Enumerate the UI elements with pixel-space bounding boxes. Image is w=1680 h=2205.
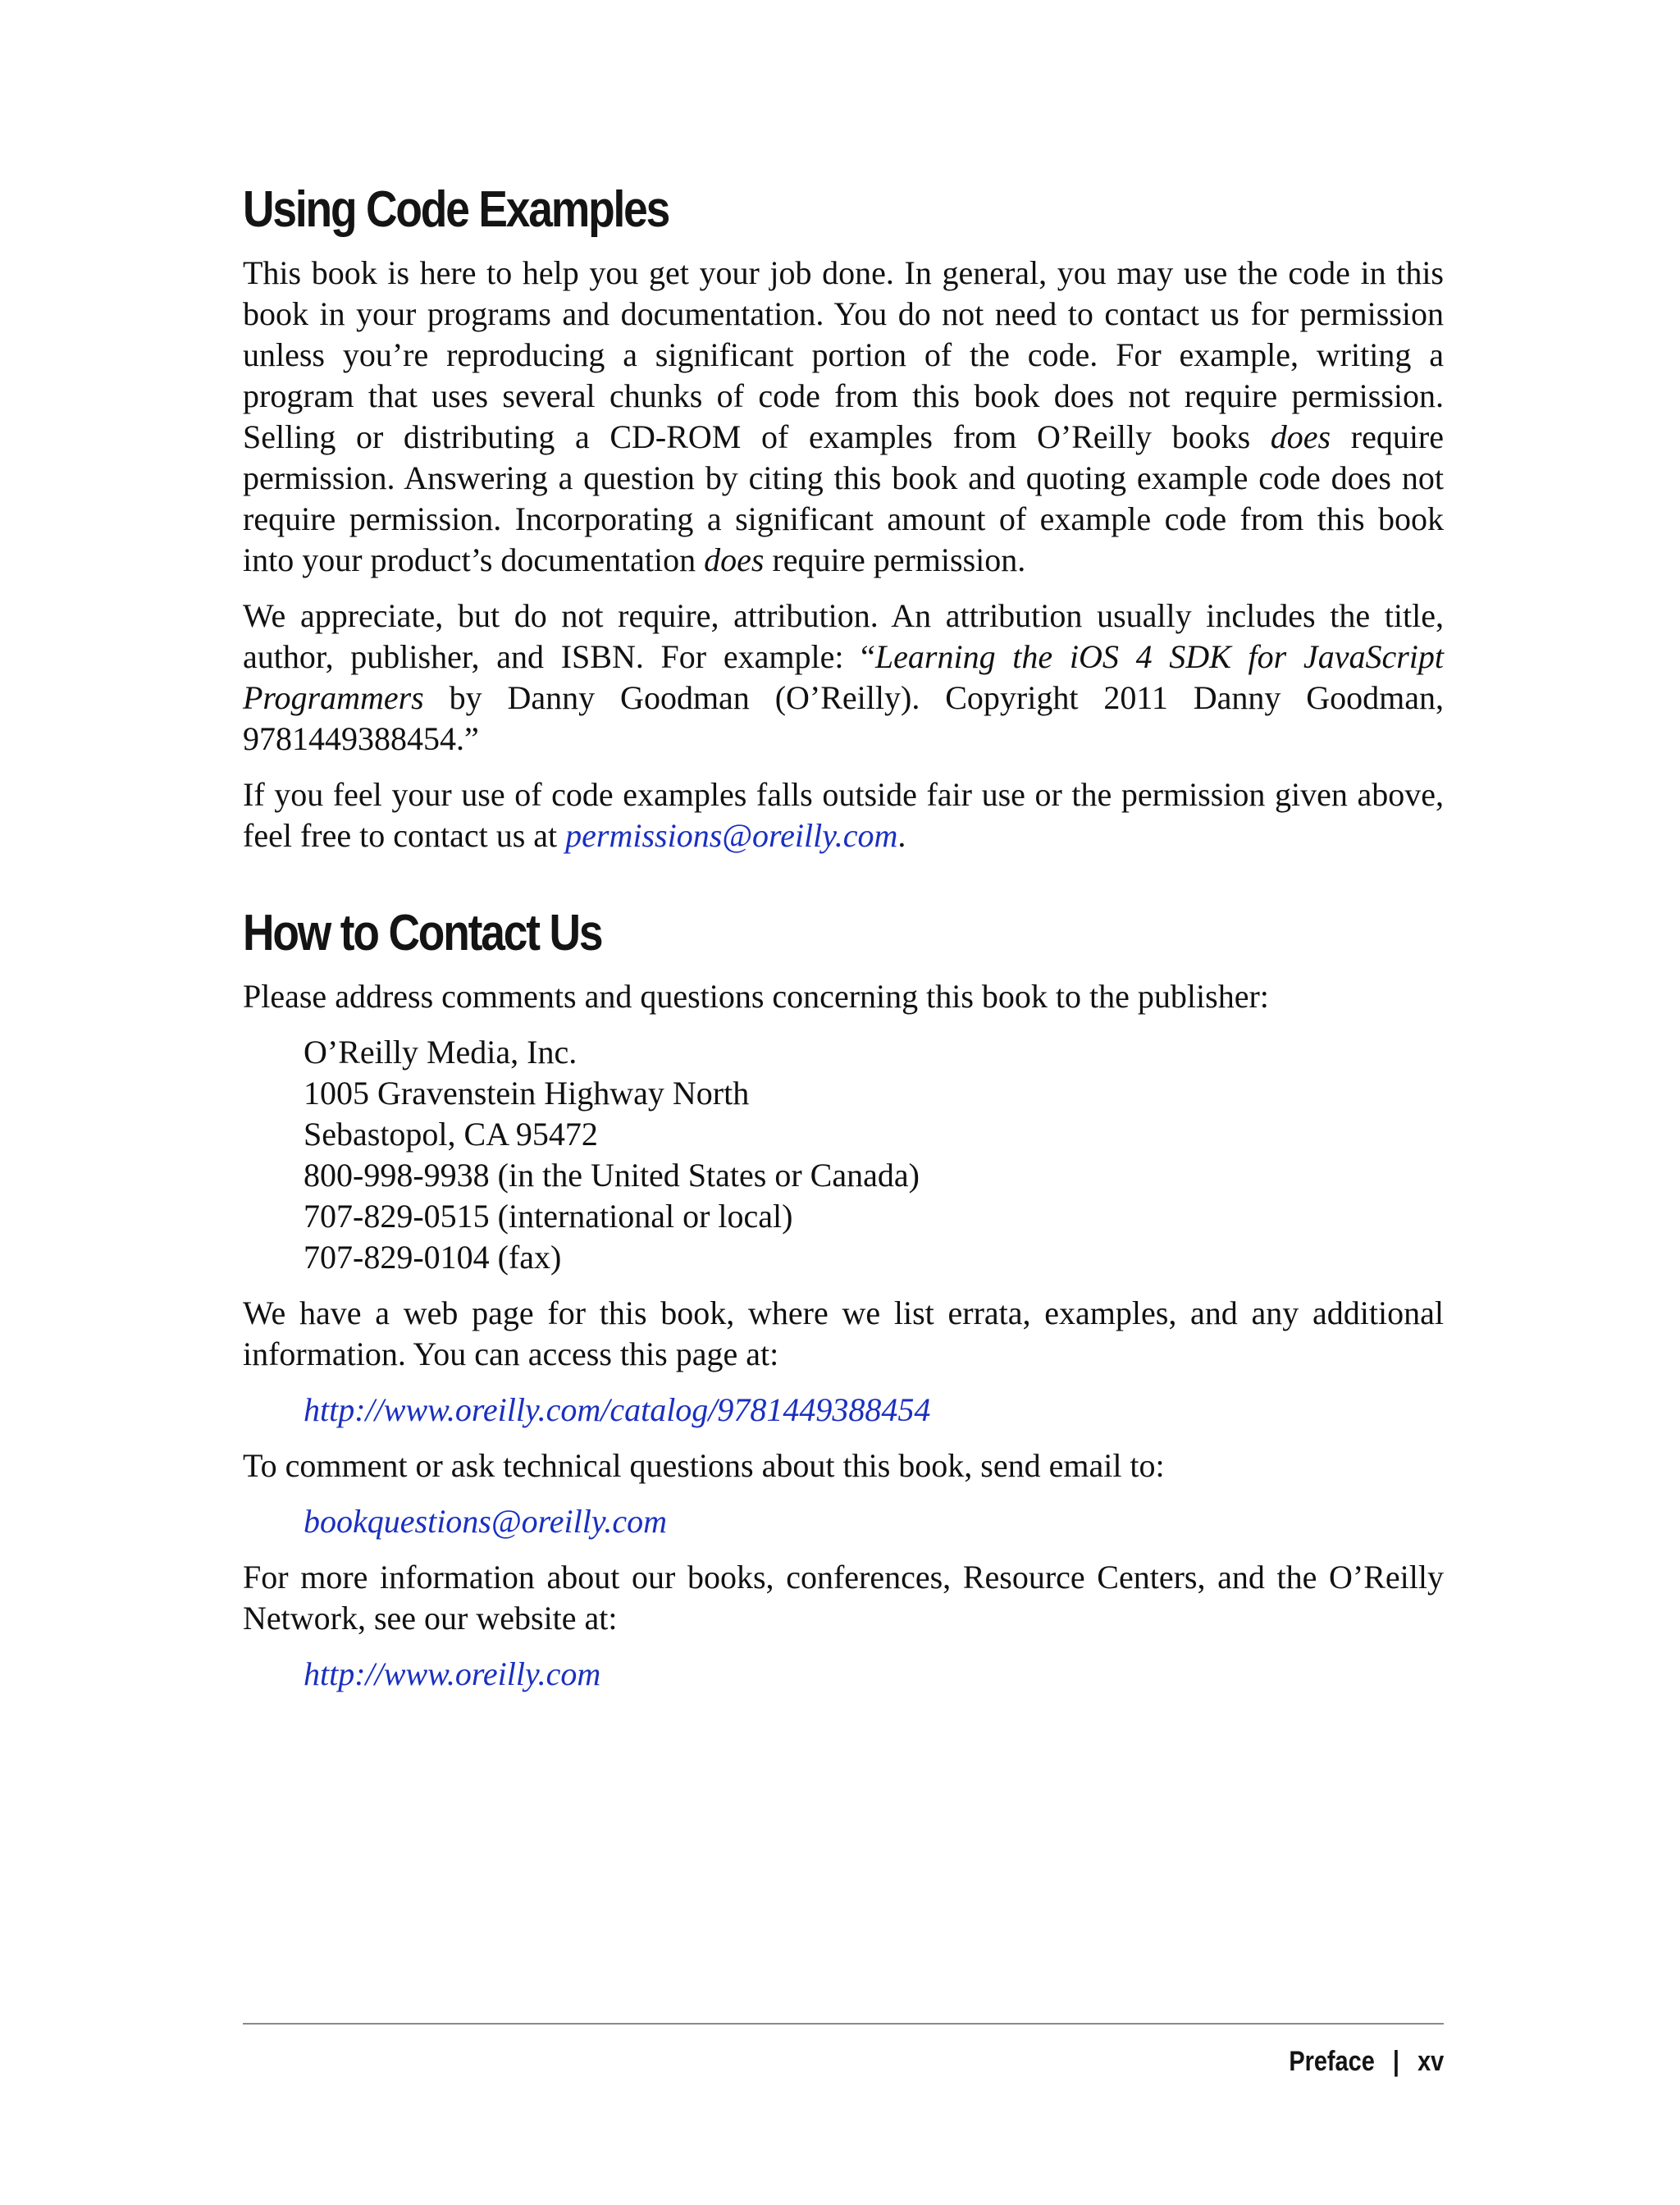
bookquestions-email-link[interactable]: bookquestions@oreilly.com [304,1503,668,1541]
paragraph-attribution [243,596,1444,760]
address-line-company: O’Reilly Media, Inc. [304,1034,578,1071]
catalog-link-block [304,1390,1444,1431]
emphasis-does: does [1270,418,1331,456]
footer-section-name: Preface [1289,2046,1375,2077]
emphasis-does: does [704,541,765,579]
paragraph-text: If you feel your use of code examples falls outside fair use or the permission given above, feel free to contact us at [243,776,1444,855]
page-footer [243,2023,1444,2077]
paragraph-text: This book is here to help you get your job done. In general, you may use the code in this book in your programs and documentation. You do not need to contact us for permission unless you’re reproducing a significant portion of the code. For example, writing a program that uses several chunks of code from this book does not require permission. Selling or distributing a CD-ROM of examples from O’Reilly books [243,254,1444,456]
address-line-fax: 707-829-0104 (fax) [304,1239,562,1276]
paragraph-address-intro: Please address comments and questions concerning this book to the publisher: [243,978,1269,1016]
paragraph-text: require permission. Answering a question by citing this book and quoting example code does not require permission. Incorporating a significant amount of example code from this book into your product’s documentation [243,418,1445,579]
book-title-italic: Learning the iOS 4 SDK for JavaScript Programmers [243,638,1444,717]
publisher-address-block [304,1032,1444,1278]
permissions-email-link[interactable]: permissions@oreilly.com [565,817,898,855]
address-line-street: 1005 Gravenstein Highway North [304,1075,750,1112]
page-content [243,182,1444,1710]
paragraph-email-intro: To comment or ask technical questions about this book, send email to: [243,1447,1165,1485]
address-line-city: Sebastopol, CA 95472 [304,1116,598,1153]
footer-page-number: xv [1417,2046,1444,2077]
paragraph-text: require permission. [764,541,1026,579]
address-line-phone-us: 800-998-9938 (in the United States or Canada) [304,1157,920,1194]
paragraph-web-page: We have a web page for this book, where we list errata, examples, and any additional information. You can access this page at: [243,1294,1444,1373]
paragraph-text: We appreciate, but do not require, attribution. An attribution usually includes the title, author, publisher, and ISBN. For example: “ [243,597,1444,676]
address-line-phone-intl: 707-829-0515 (international or local) [304,1198,793,1235]
section-heading-using-code-examples: Using Code Examples [243,181,669,238]
paragraph-text: by Danny Goodman (O’Reilly). Copyright 2011 Danny Goodman, 9781449388454.” [243,679,1444,758]
page-folio [1289,2046,1444,2078]
footer-separator: | [1392,2046,1399,2077]
paragraph-fair-use [243,774,1444,856]
paragraph-text: . [897,817,906,855]
website-url-link[interactable]: http://www.oreilly.com [304,1655,601,1693]
catalog-url-link[interactable]: http://www.oreilly.com/catalog/9781449388454 [304,1391,931,1429]
section-heading-how-to-contact-us: How to Contact Us [243,905,602,962]
paragraph-more-info: For more information about our books, conferences, Resource Centers, and the O’Reilly Network, see our website at: [243,1559,1444,1637]
website-link-block [304,1654,1444,1695]
email-link-block [304,1501,1444,1542]
paragraph-permissions [243,253,1444,581]
